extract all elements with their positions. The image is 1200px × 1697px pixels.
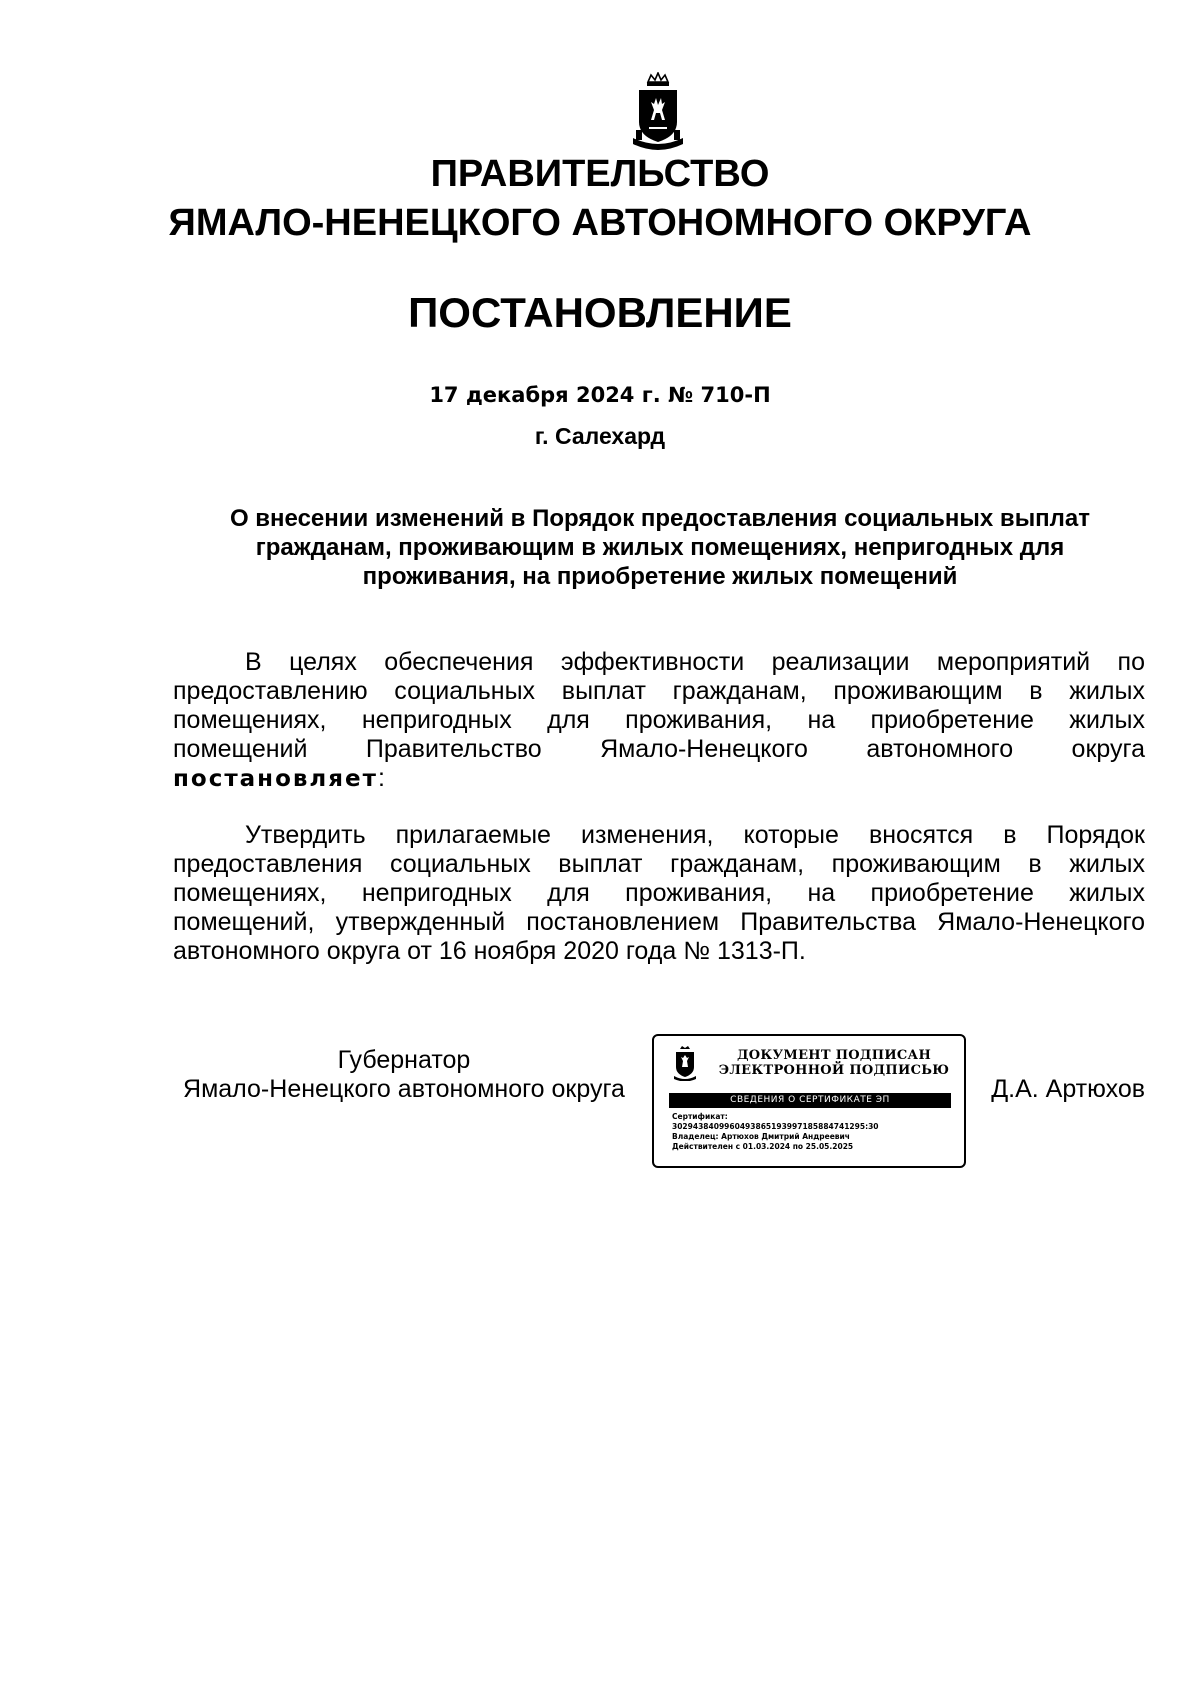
- certificate-owner: Владелец: Артюхов Дмитрий Андреевич: [672, 1132, 850, 1141]
- certificate-info-bar: СВЕДЕНИЯ О СЕРТИФИКАТЕ ЭП: [669, 1093, 951, 1108]
- resolves-keyword: постановляет: [173, 766, 378, 792]
- signatory-position-line-2: Ямало-Ненецкого автономного округа: [183, 1075, 625, 1103]
- paragraph-line: [173, 764, 1145, 794]
- coat-of-arms-icon: [672, 1045, 698, 1081]
- signatory-name: Д.А. Артюхов: [991, 1075, 1145, 1103]
- place-of-issue: г. Салехард: [534, 423, 666, 449]
- title-line: О внесении изменений в Порядок предоставления социальных выплат: [229, 505, 1091, 532]
- paragraph-line: Утвердить прилагаемые изменения, которые вносятся в Порядок: [245, 821, 1145, 849]
- operative-paragraph: [173, 821, 1145, 966]
- paragraph-line: помещениях, непригодных для проживания, на приобретение жилых: [173, 879, 1145, 907]
- certificate-number: 3029438409960493865193997185884741295:30: [672, 1122, 879, 1131]
- preamble-paragraph: [173, 648, 1145, 794]
- date-and-number: 17 декабря 2024 г. № 710-П: [429, 383, 771, 407]
- paragraph-line: помещений, утвержденный постановлением Правительства Ямало-Ненецкого: [173, 908, 1145, 936]
- electronic-signature-stamp: [652, 1034, 966, 1168]
- issuing-authority: [0, 150, 1200, 248]
- authority-line-1: ПРАВИТЕЛЬСТВО: [430, 153, 770, 195]
- paragraph-line: предоставления социальных выплат гражданам, проживающим в жилых: [173, 850, 1145, 878]
- certificate-details: [672, 1112, 962, 1152]
- title-line: гражданам, проживающим в жилых помещениях, непригодных для: [255, 534, 1065, 561]
- authority-line-2: ЯМАЛО-НЕНЕЦКОГО АВТОНОМНОГО ОКРУГА: [168, 202, 1032, 244]
- certificate-validity: Действителен с 01.03.2024 по 25.05.2025: [672, 1142, 854, 1151]
- paragraph-line: помещений Правительство Ямало-Ненецкого автономного округа: [173, 735, 1145, 763]
- paragraph-line: помещениях, непригодных для проживания, на приобретение жилых: [173, 706, 1145, 734]
- title-line: проживания, на приобретение жилых помещений: [362, 563, 958, 590]
- stamp-heading: [710, 1048, 958, 1078]
- stamp-heading-line-1: ДОКУМЕНТ ПОДПИСАН: [736, 1048, 932, 1063]
- signatory-position-line-1: Губернатор: [337, 1046, 471, 1074]
- document-title: [174, 504, 1146, 591]
- paragraph-line: автономного округа от 16 ноября 2020 года № 1313-П.: [173, 937, 806, 965]
- resolves-colon: :: [377, 764, 385, 792]
- paragraph-line: В целях обеспечения эффективности реализации мероприятий по: [245, 648, 1145, 676]
- paragraph-line: предоставлению социальных выплат гражданам, проживающим в жилых: [173, 677, 1145, 705]
- certificate-label: Сертификат:: [672, 1112, 728, 1121]
- coat-of-arms-icon: [621, 72, 695, 154]
- document-type: ПОСТАНОВЛЕНИЕ: [408, 289, 792, 336]
- stamp-heading-line-2: ЭЛЕКТРОННОЙ ПОДПИСЬЮ: [718, 1063, 950, 1078]
- signatory-position: [173, 1046, 635, 1104]
